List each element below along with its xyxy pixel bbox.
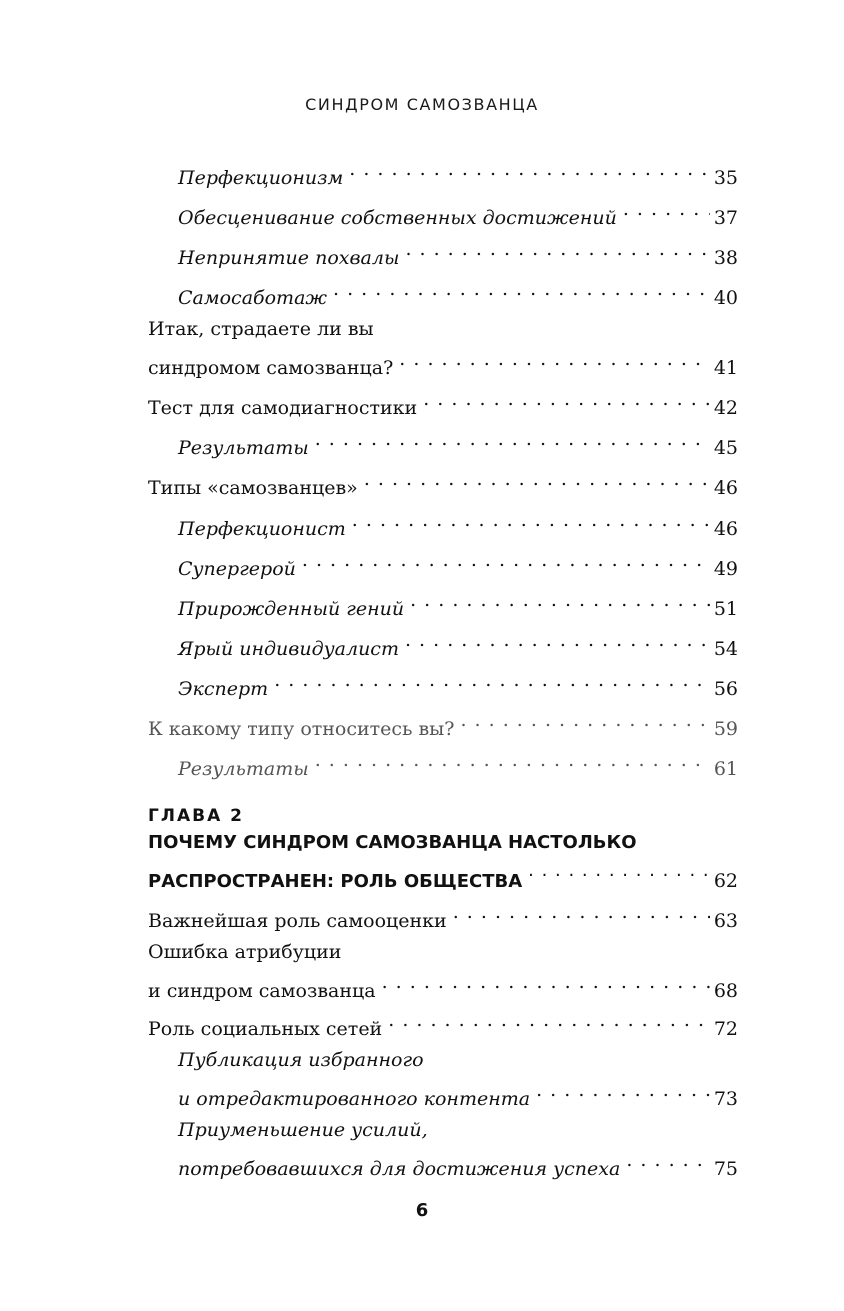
toc-entry[interactable] [178,274,738,313]
toc-entry-title: Результаты [178,758,309,780]
toc-entry[interactable] [148,937,738,1006]
toc-entry-title: Прирожденный гений [178,598,405,620]
toc-entry[interactable] [178,745,738,784]
leader-dots [333,274,710,304]
toc-entry-title: и отредактированного контента [178,1088,531,1110]
chapter-heading[interactable] [148,829,738,896]
toc-entry-page: 72 [713,1018,738,1040]
leader-dots [626,1145,709,1175]
toc-entry-page: 49 [713,558,738,580]
toc-entry-page: 40 [713,287,738,309]
toc-entry-page: 61 [713,758,738,780]
toc-entry-title: К какому типу относитесь вы? [148,718,455,740]
leader-dots [623,194,710,224]
toc-entry-title: Непринятие похвалы [178,247,400,269]
toc-entry[interactable] [178,194,738,233]
toc-entry-page: 46 [713,518,738,540]
chapter-title-first-line: ПОЧЕМУ СИНДРОМ САМОЗВАНЦА НАСТОЛЬКО [148,832,637,853]
toc-entry-first-line: Публикация избранного [178,1049,424,1071]
toc-entry[interactable] [178,585,738,624]
leader-dots [405,625,710,655]
toc-entry[interactable] [148,384,738,423]
toc-entry-title: Ярый индивидуалист [178,638,399,660]
leader-dots [364,464,710,494]
toc-entry-title: потребовавшихся для достижения успеха [178,1158,621,1180]
leader-dots [388,1005,710,1035]
leader-dots [382,967,710,997]
toc-entry[interactable] [148,314,738,383]
leader-dots [423,384,710,414]
leader-dots [315,424,710,454]
toc-entry-page: 54 [713,638,738,660]
leader-dots [528,857,710,887]
toc-entry[interactable] [178,625,738,664]
toc-entry-page: 37 [713,207,738,229]
toc-entry-title: Важнейшая роль самооценки [148,910,447,932]
toc-entry-first-line: Итак, страдаете ли вы [148,318,374,340]
toc-entry-title: Роль социальных сетей [148,1018,383,1040]
toc-entry-page: 73 [713,1088,738,1110]
toc-entry-title: синдромом самозванца? [148,357,394,379]
toc-entry-page: 42 [713,397,738,419]
toc-entry[interactable] [178,154,738,193]
leader-dots [460,705,709,735]
toc-entry[interactable] [148,464,738,503]
toc-entry-title: Перфекционизм [178,167,344,189]
toc-entry[interactable] [178,234,738,273]
toc-entry-page: 38 [713,247,738,269]
leader-dots [405,234,709,264]
toc-entry[interactable] [148,897,738,936]
toc-entry-title: Перфекционист [178,518,346,540]
leader-dots [315,745,710,775]
toc-entry-page: 68 [713,980,738,1002]
toc-entry-page: 59 [713,718,738,740]
leader-dots [536,1075,710,1105]
toc-entry[interactable] [178,424,738,463]
toc-entry-title: Супергерой [178,558,296,580]
toc-entry-page: 45 [713,437,738,459]
toc-entry[interactable] [178,1115,738,1184]
leader-dots [352,505,710,535]
toc-entry-page: 46 [713,477,738,499]
toc-entry[interactable] [178,665,738,704]
leader-dots [349,154,710,184]
leader-dots [410,585,710,615]
toc-entry[interactable] [178,505,738,544]
toc-entry-page: 51 [713,598,738,620]
toc-entry[interactable] [148,705,738,744]
leader-dots [453,897,710,927]
leader-dots [274,665,710,695]
chapter-title: РАСПРОСТРАНЕН: РОЛЬ ОБЩЕСТВА [148,871,523,892]
toc-entry-first-line: Ошибка атрибуции [148,941,342,963]
page-number: 6 [415,1200,429,1221]
toc-entry-title: и синдром самозванца [148,980,376,1002]
toc-entry-page: 56 [713,678,738,700]
chapter-page: 62 [713,870,738,892]
running-head: СИНДРОМ САМОЗВАНЦА [305,95,539,114]
toc-entry-page: 41 [713,357,738,379]
leader-dots [302,545,710,575]
toc-entry[interactable] [178,545,738,584]
toc-entry-title: Самосаботаж [178,287,328,309]
toc-entry-title: Типы «самозванцев» [148,477,358,499]
toc-entry-title: Результаты [178,437,309,459]
chapter-label: ГЛАВА 2 [148,806,244,826]
toc-entry-first-line: Приуменьшение усилий, [178,1119,428,1141]
toc-entry[interactable] [148,1005,738,1044]
toc-entry-title: Тест для самодиагностики [148,397,418,419]
toc-entry-title: Эксперт [178,678,269,700]
toc-entry-title: Обесценивание собственных достижений [178,207,617,229]
toc-entry-page: 63 [713,910,738,932]
toc-entry[interactable] [178,1045,738,1114]
leader-dots [399,344,710,374]
toc-entry-page: 75 [713,1158,738,1180]
toc-entry-page: 35 [713,167,738,189]
